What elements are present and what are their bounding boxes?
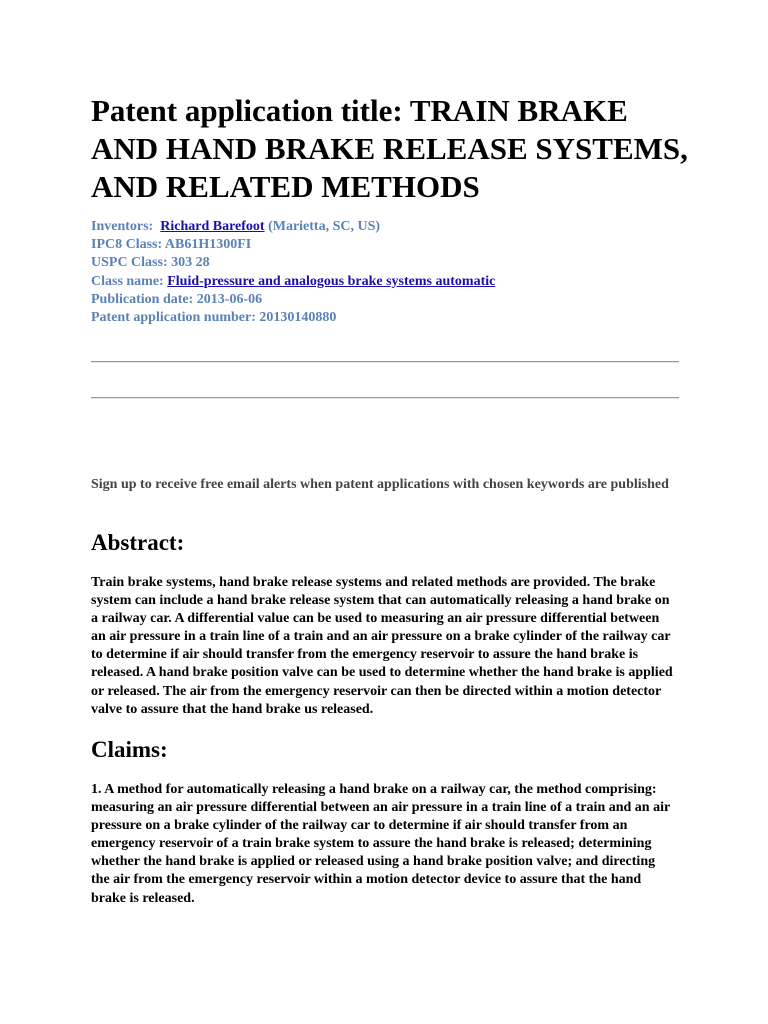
divider-top xyxy=(91,361,679,363)
abstract-text: Train brake systems, hand brake release systems and related methods are provided. The brake system can include a hand brake release system that can automatically releasing a hand brake on a railway car. A differential value can be used to measuring an air pressure differential between an air pressure in a train line of a train and an air pressure on a brake cylinder of the railway car to determine if air should transfer from the emergency reservoir to assure the hand brake is released. A hand brake position valve can be used to determine whether the hand brake is applied or released. The air from the emergency reservoir can then be directed within a motion detector valve to assure that the hand brake us released. xyxy=(91,575,673,717)
class-name-label: Class name: xyxy=(91,273,164,289)
ipc8-class: IPC8 Class: AB61H1300FI xyxy=(91,237,252,253)
page-title: Patent application title: TRAIN BRAKE AND HAND BRAKE RELEASE SYSTEMS, AND RELATED METHODS xyxy=(91,93,688,204)
inventors-row xyxy=(91,218,495,236)
claim-1-text: 1. A method for automatically releasing a hand brake on a railway car, the method comprising: measuring an air pressure differential between an air pressure in a train line of a train and an air pressure on a brake cylinder of the railway car to determine if air should transfer from an emergency reservoir of a train brake system to assure the hand brake is released; determining whether the hand brake is applied or released using a hand brake position valve; and directing the air from the emergency reservoir within a motion detector device to assure that the hand brake is released. xyxy=(91,782,670,906)
class-name-row xyxy=(91,273,495,291)
abstract-heading: Abstract: xyxy=(91,530,185,555)
publication-date: Publication date: 2013-06-06 xyxy=(91,291,263,307)
claims-heading: Claims: xyxy=(91,737,168,762)
class-name-link[interactable]: Fluid-pressure and analogous brake systems automatic xyxy=(167,273,496,289)
inventor-link[interactable]: Richard Barefoot xyxy=(160,219,265,234)
uspc-class: USPC Class: 303 28 xyxy=(91,255,210,271)
email-alert-signup-text: Sign up to receive free email alerts when patent applications with chosen keywords are published xyxy=(91,477,669,492)
divider-bottom xyxy=(91,397,679,399)
application-number: Patent application number: 20130140880 xyxy=(91,310,337,326)
inventors-label: Inventors: xyxy=(91,219,154,234)
patent-metadata xyxy=(91,218,495,327)
inventor-location: (Marietta, SC, US) xyxy=(268,219,381,234)
